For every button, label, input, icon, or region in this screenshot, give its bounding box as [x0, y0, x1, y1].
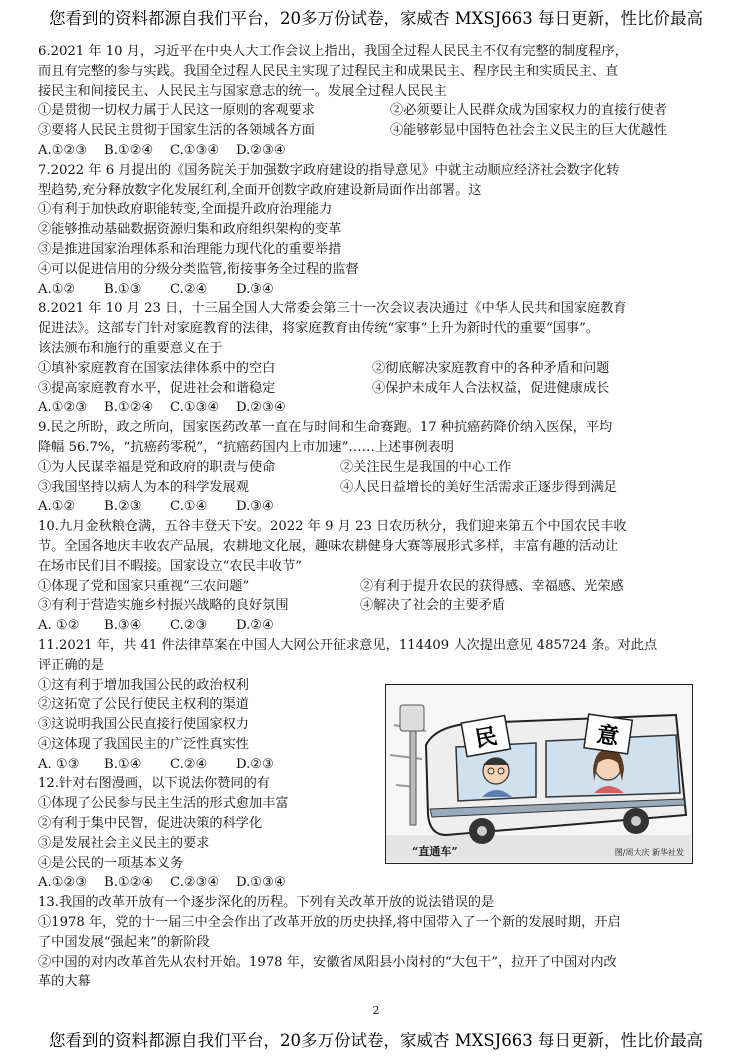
q8-stem-line: 促进法》。这部专门针对家庭教育的法律，将家庭教育由传统“家事”上升为新时代的重要“国事”。: [38, 321, 600, 337]
bottom-banner: 您看到的资料都源自我们平台，20多万份试卷，家威杏 MXSJ663 每日更新，性比价最高: [48, 1031, 704, 1050]
option-b: B.①②④: [104, 400, 154, 416]
option-d: D.②③④: [236, 400, 286, 416]
q7-line: 型趋势,充分释放数字化发展红利,全面开创数字政府建设新局面作出部署。这: [38, 182, 482, 198]
option-d: D.②③④: [236, 142, 286, 158]
q8-items-row: [38, 379, 718, 399]
q8-item: ②彻底解决家庭教育中的各种矛盾和问题: [372, 360, 610, 376]
q8-item: ④保护未成年人合法权益，促进健康成长: [372, 380, 610, 396]
option-b: B.①③: [104, 281, 142, 297]
option-a: A.①②③: [38, 875, 88, 891]
q9-item: ④人民日益增长的美好生活需求正逐步得到满足: [340, 479, 617, 495]
q9-item: ①为人民谋幸福是党和政府的职责与使命: [38, 459, 276, 475]
q10-stem-line: 节。全国各地庆丰收农产品展，农耕地文化展，趣味农耕健身大赛等展形式多样，丰富有趣的活动让: [38, 538, 619, 554]
question-13: [38, 893, 718, 992]
q9-item: ②关注民生是我国的中心工作: [340, 459, 512, 475]
option-d: D.①③④: [236, 875, 286, 891]
q6-options: [38, 141, 718, 161]
cartoon-illustration: [385, 684, 693, 864]
q8-stem-line: 8.2021 年 10 月 23 日，十三届全国人大常委会第三十一次会议表决通过《中华人民共和国家庭教育: [38, 301, 627, 317]
q9-items-row: [38, 478, 718, 498]
question-9: [38, 418, 718, 517]
q10-item: ③有利于营造实施乡村振兴战略的良好氛围: [38, 598, 289, 614]
option-c: C.②④: [170, 756, 208, 772]
sign-left-text: 民: [473, 723, 500, 753]
q13-line: 13.我国的改革开放有一个逐步深化的历程。下列有关改革开放的说法错误的是: [38, 895, 495, 911]
q9-stem-line: 降幅 56.7%，“抗癌药零税”，“抗癌药国内上市加速”……上述事例表明: [38, 439, 454, 455]
q8-stem-line: 该法颁布和施行的重要意义在于: [38, 340, 223, 356]
option-c: C.②③: [170, 618, 208, 634]
option-b: B.①②④: [104, 875, 154, 891]
q10-item: ①体现了党和国家只重视“三农问题”: [38, 578, 250, 594]
q7-options: [38, 280, 718, 300]
option-b: B.②③: [104, 499, 142, 515]
q13-line: ②中国的对内改革首先从农村开始。1978 年，安徽省凤阳县小岗村的“大包干”，拉开了中国对内改: [38, 954, 617, 970]
option-c: C.②③④: [170, 875, 220, 891]
q13-line: 革的大幕: [38, 974, 91, 990]
q6-item: ④能够彰显中国特色社会主义民主的巨大优越性: [390, 123, 667, 139]
q6-items-row: [38, 101, 718, 121]
q6-items-row: [38, 121, 718, 141]
q8-item: ①填补家庭教育在国家法律体系中的空白: [38, 360, 276, 376]
q7-line: ③是推进国家治理体系和治理能力现代化的重要举措: [38, 241, 342, 257]
q6-item: ①是贯彻一切权力属于人民这一原则的客观要求: [38, 103, 315, 119]
q8-item: ③提高家庭教育水平，促进社会和谐稳定: [38, 380, 276, 396]
option-a: A.①②③: [38, 400, 88, 416]
q10-options: [38, 616, 718, 636]
q12-line: ②有利于集中民智，促进决策的科学化: [38, 816, 263, 832]
q10-item: ④解决了社会的主要矛盾: [360, 598, 506, 614]
option-b: B.①②④: [104, 142, 154, 158]
option-d: D.③④: [236, 281, 274, 297]
q12-options: [38, 873, 718, 893]
q9-item: ③我国坚持以病人为本的科学发展观: [38, 479, 249, 495]
q6-stem-line: 接民主和间接民主、人民民主与国家意志的统一。发展全过程人民民主: [38, 83, 447, 99]
option-d: D.②③: [236, 756, 274, 772]
option-d: D.②④: [236, 618, 274, 634]
q6-item: ③要将人民民主贯彻于国家生活的各领域各方面: [38, 123, 315, 139]
question-7: [38, 161, 718, 300]
option-c: C.②④: [170, 281, 208, 297]
option-a: A.①②③: [38, 142, 88, 158]
q10-items-row: [38, 596, 718, 616]
option-b: B.①④: [104, 756, 142, 772]
q7-line: ②能够推动基础数据资源归集和政府组织架构的变革: [38, 222, 342, 238]
cartoon-credit: 图/周大庆 新华社发: [614, 848, 684, 857]
q13-line: ①1978 年，党的十一届三中全会作出了改革开放的历史抉择,将中国带入了一个新的发展时期，开启: [38, 915, 621, 931]
option-c: C.①④: [170, 499, 208, 515]
page-number: 2: [372, 1004, 380, 1017]
question-6: [38, 42, 718, 161]
q9-options: [38, 497, 718, 517]
q12-line: ④是公民的一项基本义务: [38, 855, 184, 871]
q11-line: ②这拓宽了公民行使民主权利的渠道: [38, 697, 249, 713]
option-a: A.①②: [38, 281, 76, 297]
option-a: A.①②: [38, 499, 76, 515]
option-a: A. ①②: [38, 618, 80, 634]
option-d: D.③④: [236, 499, 274, 515]
option-b: B.③④: [104, 618, 142, 634]
q11-line: ①这有利于增加我国公民的政治权利: [38, 677, 249, 693]
q12-line: ①体现了公民参与民主生活的形式愈加丰富: [38, 796, 289, 812]
cartoon-caption: “直通车”: [412, 845, 458, 858]
q7-line: 7.2022 年 6 月提出的《国务院关于加强数字政府建设的指导意见》中就主动顺应经济社会数字化转: [38, 162, 620, 178]
bus-cartoon: [386, 685, 691, 862]
q9-stem-line: 9.民之所盼，政之所向，国家医药改革一直在与时间和生命赛跑。17 种抗癌药降价纳入医保，平均: [38, 420, 613, 436]
q10-item: ②有利于提升农民的获得感、幸福感、光荣感: [360, 578, 624, 594]
q12-line: 12.针对右图漫画，以下说法你赞同的有: [38, 776, 270, 792]
q13-line: 了中国发展“强起来”的新阶段: [38, 934, 210, 950]
q10-stem-line: 10.九月金秋粮仓满，五谷丰登天下安。2022 年 9 月 23 日农历秋分，我们迎来第五个中国农民丰收: [38, 519, 627, 535]
q8-items-row: [38, 359, 718, 379]
q9-items-row: [38, 458, 718, 478]
q10-stem-line: 在场市民们目不暇接。国家设立“农民丰收节”: [38, 558, 303, 574]
q12-line: ③是发展社会主义民主的要求: [38, 835, 210, 851]
q8-options: [38, 398, 718, 418]
top-banner: 您看到的资料都源自我们平台，20多万份试卷，家威杏 MXSJ663 每日更新，性比价最高: [48, 9, 704, 28]
q7-line: ④可以促进信用的分级分类监管,衔接事务全过程的监督: [38, 261, 359, 277]
q6-stem-line: 6.2021 年 10 月，习近平在中央人大工作会议上指出，我国全过程人民民主不仅有完整的制度程序，: [38, 44, 628, 59]
q6-item: ②必须要让人民群众成为国家权力的直接行使者: [390, 103, 667, 119]
q7-line: ①有利于加快政府职能转变,全面提升政府治理能力: [38, 202, 333, 218]
q11-line: ④这体现了我国民主的广泛性真实性: [38, 736, 249, 752]
q11-line: 11.2021 年，共 41 件法律草案在中国人大网公开征求意见，114409 人次提出意见 485724 条。对此点: [38, 637, 658, 653]
option-a: A. ①③: [38, 756, 80, 772]
q11-line: 评正确的是: [38, 657, 104, 673]
option-c: C.①③④: [170, 142, 220, 158]
option-c: C.①③④: [170, 400, 220, 416]
sign-right-text: 意: [595, 721, 621, 751]
q11-line: ③这说明我国公民直接行使国家权力: [38, 717, 249, 733]
question-10: [38, 517, 718, 636]
q10-items-row: [38, 577, 718, 597]
q6-stem-line: 而且有完整的参与实践。我国全过程人民民主实现了过程民主和成果民主、程序民主和实质民主、直: [38, 63, 619, 79]
question-8: [38, 299, 718, 418]
